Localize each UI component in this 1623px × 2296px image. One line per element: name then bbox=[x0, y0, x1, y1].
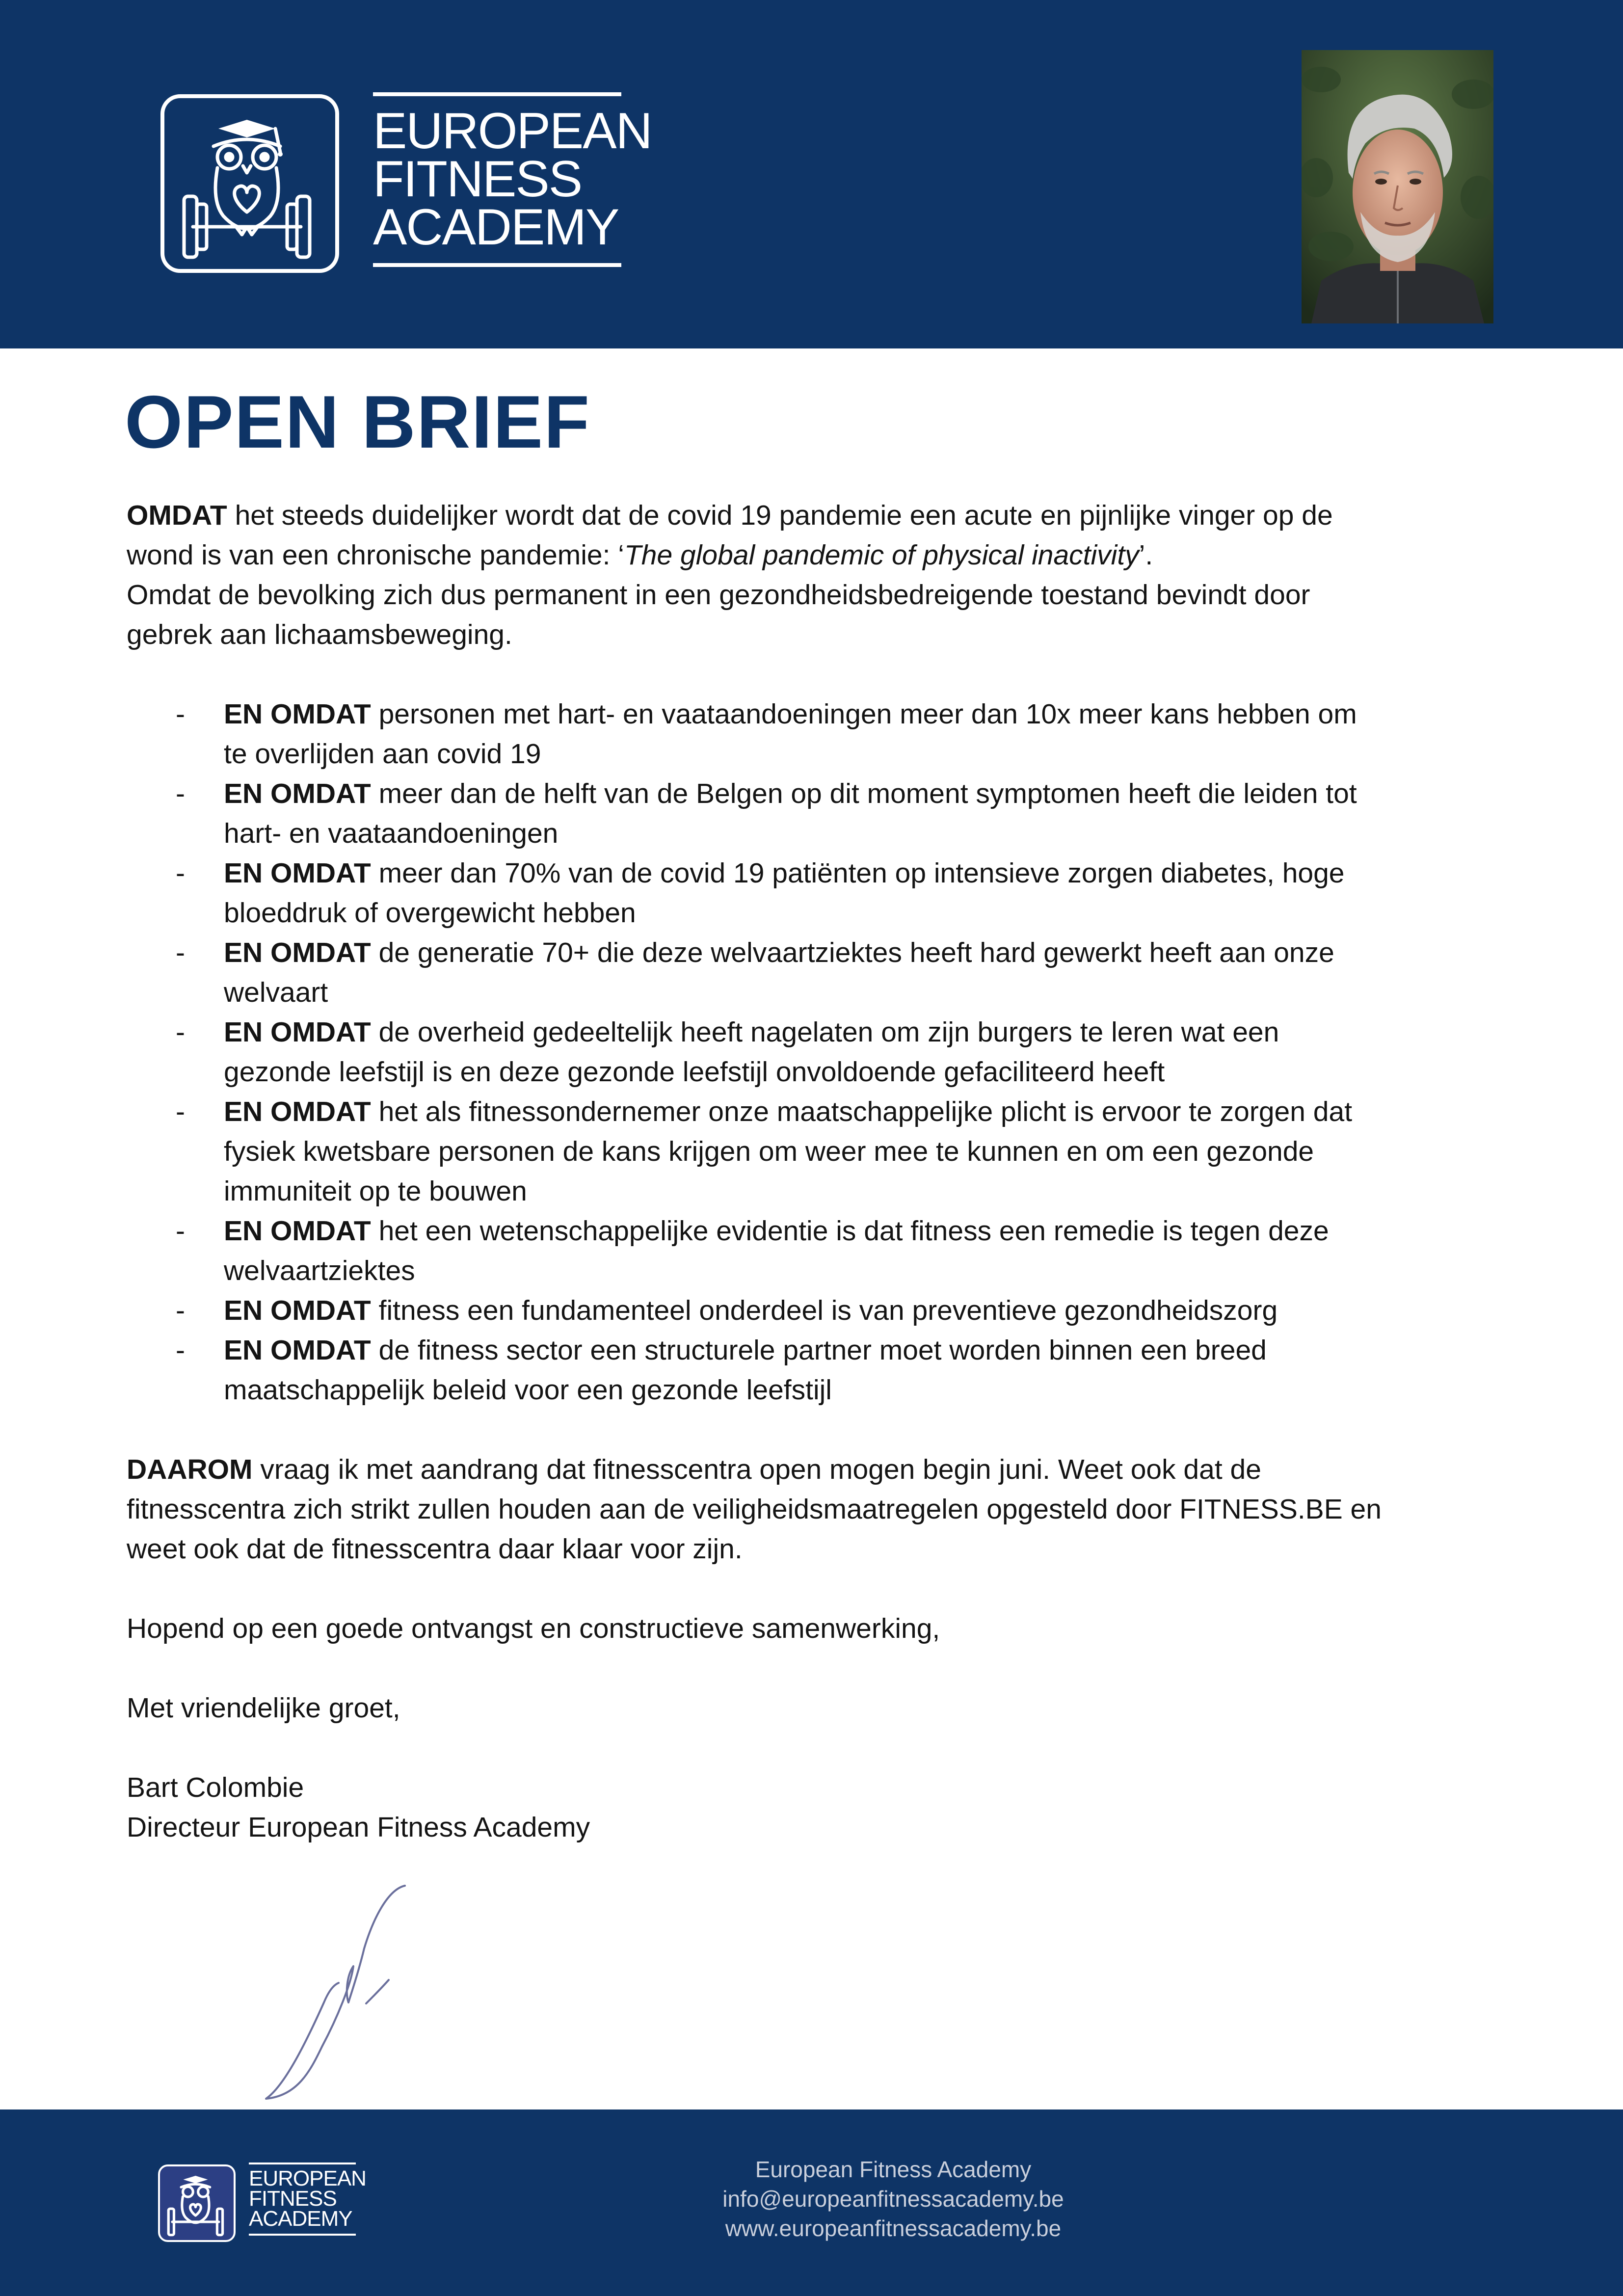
reason-text: personen met hart- en vaataandoeningen meer dan 10x meer kans hebben om te overlijden aan covid 19 bbox=[224, 698, 1357, 770]
signatory-role: Directeur European Fitness Academy bbox=[127, 1812, 590, 1843]
reason-lead: EN OMDAT bbox=[224, 937, 371, 968]
list-item: - EN OMDAT de fitness sector een structurele partner moet worden binnen een breed maatschappelijk beleid voor een gezonde leefstijl bbox=[176, 1335, 1267, 1406]
reason-lead: EN OMDAT bbox=[224, 1295, 371, 1326]
list-item: - EN OMDAT meer dan 70% van de covid 19 patiënten op intensieve zorgen diabetes, hoge bloeddruk of overgewicht hebben bbox=[176, 857, 1345, 929]
greeting-line: Met vriendelijke groet, bbox=[127, 1692, 400, 1724]
header-banner bbox=[0, 0, 1623, 348]
list-item: - EN OMDAT de overheid gedeeltelijk heeft nagelaten om zijn burgers te leren wat een gezonde leefstijl is en deze gezonde leefstijl onvoldoende gefaciliteerd heeft bbox=[176, 1016, 1279, 1088]
reason-text: fitness een fundamenteel onderdeel is van preventieve gezondheidszorg bbox=[371, 1295, 1278, 1326]
contact-email[interactable]: info@europeanfitnessacademy.be bbox=[722, 2186, 1064, 2212]
reason-text: meer dan 70% van de covid 19 patiënten op intensieve zorgen diabetes, hoge bloeddruk of overgewicht hebben bbox=[224, 857, 1345, 929]
reason-lead: EN OMDAT bbox=[224, 1096, 371, 1127]
reason-text: de generatie 70+ die deze welvaartziektes heeft hard gewerkt heeft aan onze welvaart bbox=[224, 937, 1334, 1008]
conclusion-paragraph bbox=[127, 1450, 1383, 1569]
intro-text-end: ’. bbox=[1139, 539, 1153, 571]
brand-line: EUROPEAN bbox=[373, 103, 652, 160]
closing-line: Hopend op een goede ontvangst en constructieve samenwerking, bbox=[127, 1613, 940, 1644]
list-item: - EN OMDAT meer dan de helft van de Belgen op dit moment symptomen heeft die leiden tot hart- en vaataandoeningen bbox=[176, 778, 1357, 849]
reason-text: de overheid gedeeltelijk heeft nagelaten om zijn burgers te leren wat een gezonde leefstijl is en deze gezonde leefstijl onvoldoende gefaciliteerd heeft bbox=[224, 1016, 1279, 1088]
intro-quote: The global pandemic of physical inactivity bbox=[624, 539, 1139, 571]
list-item: - EN OMDAT personen met hart- en vaataandoeningen meer dan 10x meer kans hebben om te overlijden aan covid 19 bbox=[176, 698, 1357, 770]
brand-line: ACADEMY bbox=[249, 2207, 352, 2231]
reason-lead: EN OMDAT bbox=[224, 1016, 371, 1048]
intro-text: het steeds duidelijker wordt dat de covid 19 pandemie een acute en pijnlijke vinger op de wond is van een chronische pandemie: ‘ bbox=[127, 500, 1333, 571]
reason-lead: EN OMDAT bbox=[224, 857, 371, 889]
reason-text: meer dan de helft van de Belgen op dit moment symptomen heeft die leiden tot hart- en vaataandoeningen bbox=[224, 778, 1357, 849]
intro-lead: OMDAT bbox=[127, 500, 227, 531]
list-item: - EN OMDAT fitness een fundamenteel onderdeel is van preventieve gezondheidszorg bbox=[176, 1295, 1278, 1326]
reason-lead: EN OMDAT bbox=[224, 778, 371, 809]
brand-line: FITNESS bbox=[249, 2187, 337, 2211]
list-item: - EN OMDAT het als fitnessondernemer onze maatschappelijke plicht is ervoor te zorgen dat fysiek kwetsbare personen de kans krijgen om weer mee te kunnen en om een gezonde immuniteit op te bouwen bbox=[176, 1096, 1353, 1207]
reason-text: het een wetenschappelijke evidentie is dat fitness een remedie is tegen deze welvaartziektes bbox=[224, 1215, 1329, 1286]
brand-line: EUROPEAN bbox=[249, 2166, 366, 2190]
contact-website[interactable]: www.europeanfitnessacademy.be bbox=[725, 2216, 1062, 2241]
contact-organization: European Fitness Academy bbox=[755, 2157, 1032, 2182]
conclusion-text: vraag ik met aandrang dat fitnesscentra open mogen begin juni. Weet ook dat de fitnesscentra zich strikt zullen houden aan de veiligheidsmaatregelen opgesteld door FITNESS.BE en weet ook dat de fitnesscentra daar klaar voor zijn. bbox=[127, 1454, 1382, 1565]
page-title: OPEN BRIEF bbox=[125, 380, 590, 464]
handwritten-signature bbox=[255, 1880, 412, 2106]
footer-brand-wordmark bbox=[249, 2163, 366, 2236]
conclusion-lead: DAAROM bbox=[127, 1454, 253, 1485]
brand-line: FITNESS bbox=[373, 151, 582, 208]
list-item: - EN OMDAT het een wetenschappelijke evidentie is dat fitness een remedie is tegen deze welvaartziektes bbox=[176, 1215, 1329, 1286]
signatory-name: Bart Colombie bbox=[127, 1772, 304, 1803]
intro-paragraph bbox=[127, 496, 1383, 655]
contact-block bbox=[648, 2155, 1139, 2243]
owl-logo-icon bbox=[160, 94, 339, 273]
list-item: - EN OMDAT de generatie 70+ die deze welvaartziektes heeft hard gewerkt heeft aan onze welvaart bbox=[176, 937, 1334, 1008]
brand-line: ACADEMY bbox=[373, 199, 619, 256]
reason-text: het als fitnessondernemer onze maatschappelijke plicht is ervoor te zorgen dat fysiek kwetsbare personen de kans krijgen om weer mee te kunnen en om een gezonde immuniteit op te bouwen bbox=[224, 1096, 1353, 1207]
brand-wordmark bbox=[373, 92, 652, 267]
reason-lead: EN OMDAT bbox=[224, 1215, 371, 1247]
owl-logo-icon bbox=[158, 2164, 236, 2242]
author-portrait-image bbox=[1302, 50, 1493, 323]
intro-second-sentence: Omdat de bevolking zich dus permanent in een gezondheidsbedreigende toestand bevindt door gebrek aan lichaamsbeweging. bbox=[127, 579, 1310, 650]
reason-lead: EN OMDAT bbox=[224, 1335, 371, 1366]
letter-body bbox=[127, 496, 1383, 1847]
reason-text: de fitness sector een structurele partner moet worden binnen een breed maatschappelijk beleid voor een gezonde leefstijl bbox=[224, 1335, 1267, 1406]
reason-lead: EN OMDAT bbox=[224, 698, 371, 730]
reasons-list bbox=[127, 694, 1383, 1410]
footer-banner bbox=[0, 2109, 1623, 2296]
